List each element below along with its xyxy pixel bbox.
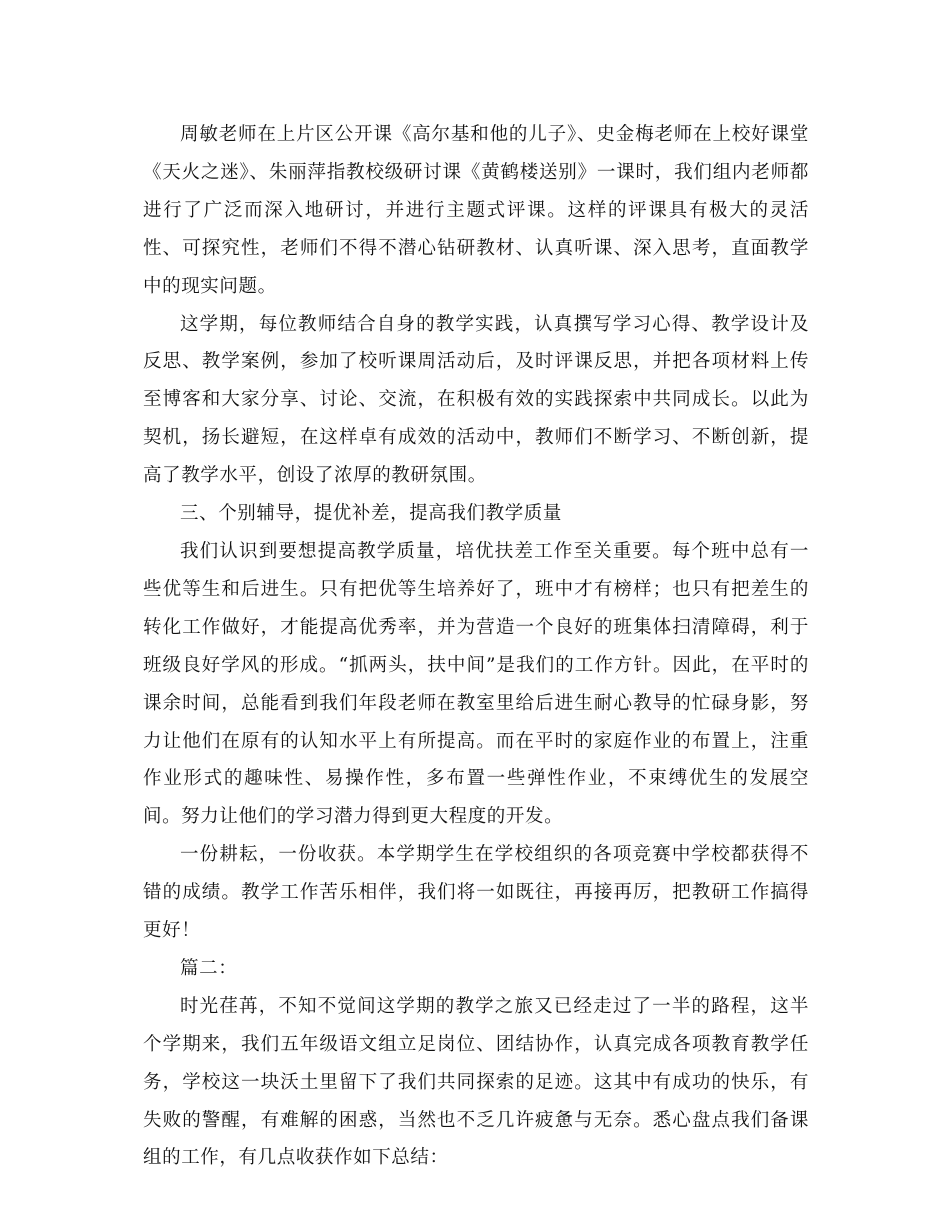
paragraph-teacher-reflection: 这学期，每位教师结合自身的教学实践，认真撰写学习心得、教学设计及反思、教学案例，参加了校听课周活动后，及时评课反思，并把各项材料上传至博客和大家分享、讨论、交流，在积极有效的实践探索中共同成长。以此为契机，扬长避短，在这样卓有成效的活动中，教师们不断学习、不断创新，提高了教学水平，创设了浓厚的教研氛围。 xyxy=(143,313,809,487)
paragraph-semester-review: 时光荏苒，不知不觉间这学期的教学之旅又已经走过了一半的路程，这半个学期来，我们五年级语文组立足岗位、团结协作，认真完成各项教育教学任务，学校这一块沃土里留下了我们共同探索的足迹。这其中有成功的快乐，有失败的警醒，有难解的困惑，当然也不乏几许疲惫与无奈。悉心盘点我们备课组的工作，有几点收获作如下总结： xyxy=(143,995,809,1169)
paragraph-harvest-summary: 一份耕耘，一份收获。本学期学生在学校组织的各项竞赛中学校都获得不错的成绩。教学工作苦乐相伴，我们将一如既往，再接再厉，把教研工作搞得更好！ xyxy=(143,844,809,942)
section-heading-individual-tutoring: 三、个别辅导，提优补差，提高我们教学质量 xyxy=(180,503,563,525)
paragraph-tutoring-details: 我们认识到要想提高教学质量，培优扶差工作至关重要。每个班中总有一些优等生和后进生。只有把优等生培养好了，班中才有榜样；也只有把差生的转化工作做好，才能提高优秀率，并为营造一个良好的班集体扫清障碍，利于班级良好学风的形成。“抓两头，扶中间”是我们的工作方针。因此，在平时的课余时间，总能看到我们年段老师在教室里给后进生耐心教导的忙碌身影，努力让他们在原有的认知水平上有所提高。而在平时的家庭作业的布置上，注重作业形式的趣味性、易操作性，多布置一些弹性作业，不束缚优生的发展空间。努力让他们的学习潜力得到更大程度的开发。 xyxy=(143,540,809,828)
section-heading-part-two: 篇二： xyxy=(180,957,238,979)
document-body xyxy=(143,116,809,1177)
paragraph-open-class-discussion: 周敏老师在上片区公开课《高尔基和他的儿子》、史金梅老师在上校好课堂《天火之迷》、朱丽萍指教校级研讨课《黄鹤楼送别》一课时，我们组内老师都进行了广泛而深入地研讨，并进行主题式评课。这样的评课具有极大的灵活性、可探究性，老师们不得不潜心钻研教材、认真听课、深入思考，直面教学中的现实问题。 xyxy=(143,124,809,297)
